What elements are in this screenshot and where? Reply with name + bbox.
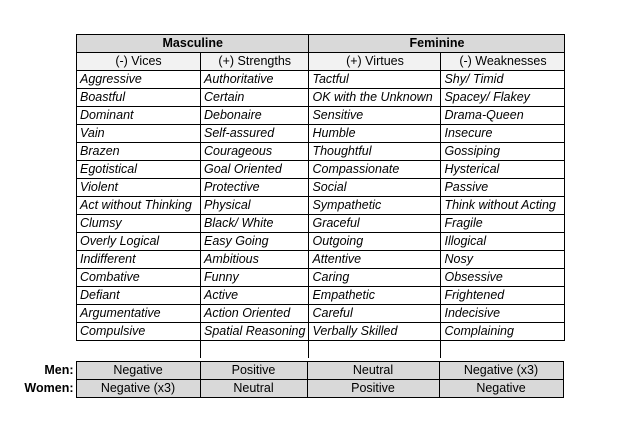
vice-cell: Argumentative <box>77 305 201 323</box>
strength-cell: Physical <box>201 197 309 215</box>
summary-label: Men: <box>44 363 74 377</box>
vice-cell: Egotistical <box>77 161 201 179</box>
vice-cell: Compulsive <box>77 323 201 341</box>
vice-cell: Clumsy <box>77 215 201 233</box>
virtue-cell: Caring <box>309 269 441 287</box>
column-header-strengths: (+) Strengths <box>201 53 309 71</box>
strength-cell: Black/ White <box>201 215 309 233</box>
vice-cell: Indifferent <box>77 251 201 269</box>
table-row <box>77 125 565 143</box>
spacer-cell <box>201 341 309 359</box>
summary-value: Positive <box>200 362 307 380</box>
strength-cell: Easy Going <box>201 233 309 251</box>
weakness-cell: Nosy <box>441 251 565 269</box>
table-row <box>77 251 565 269</box>
strength-cell: Debonaire <box>201 107 309 125</box>
column-header-weaknesses: (-) Weaknesses <box>441 53 565 71</box>
weakness-cell: Frightened <box>441 287 565 305</box>
table-row <box>77 323 565 341</box>
table-row <box>77 233 565 251</box>
strength-cell: Funny <box>201 269 309 287</box>
summary-value: Negative <box>76 362 200 380</box>
table-row <box>77 305 565 323</box>
weakness-cell: Complaining <box>441 323 565 341</box>
weakness-cell: Indecisive <box>441 305 565 323</box>
weakness-cell: Passive <box>441 179 565 197</box>
virtue-cell: Social <box>309 179 441 197</box>
strength-cell: Spatial Reasoning <box>201 323 309 341</box>
weakness-cell: Think without Acting <box>441 197 565 215</box>
virtue-cell: Thoughtful <box>309 143 441 161</box>
virtue-cell: Sensitive <box>309 107 441 125</box>
summary-value: Neutral <box>307 362 439 380</box>
traits-table <box>76 34 565 358</box>
table-row <box>77 89 565 107</box>
vice-cell: Combative <box>77 269 201 287</box>
strength-cell: Self-assured <box>201 125 309 143</box>
group-header-row <box>77 35 565 53</box>
weakness-cell: Obsessive <box>441 269 565 287</box>
column-header-row <box>77 53 565 71</box>
vice-cell: Defiant <box>77 287 201 305</box>
spacer-row <box>77 341 565 359</box>
weakness-cell: Hysterical <box>441 161 565 179</box>
vice-cell: Vain <box>77 125 201 143</box>
virtue-cell: Outgoing <box>309 233 441 251</box>
strength-cell: Goal Oriented <box>201 161 309 179</box>
virtue-cell: Careful <box>309 305 441 323</box>
spacer-cell <box>309 341 441 359</box>
summary-value: Negative (x3) <box>439 362 563 380</box>
virtue-cell: OK with the Unknown <box>309 89 441 107</box>
summary-table <box>0 361 564 398</box>
strength-cell: Ambitious <box>201 251 309 269</box>
table-row <box>77 215 565 233</box>
virtue-cell: Sympathetic <box>309 197 441 215</box>
weakness-cell: Illogical <box>441 233 565 251</box>
table-row <box>77 71 565 89</box>
strength-cell: Protective <box>201 179 309 197</box>
table-row <box>77 179 565 197</box>
vice-cell: Act without Thinking <box>77 197 201 215</box>
table-row <box>77 197 565 215</box>
virtue-cell: Graceful <box>309 215 441 233</box>
summary-row <box>0 362 563 380</box>
spacer-cell <box>441 341 565 359</box>
summary-row <box>0 380 563 398</box>
virtue-cell: Tactful <box>309 71 441 89</box>
weakness-cell: Shy/ Timid <box>441 71 565 89</box>
spacer-cell <box>77 341 201 359</box>
virtue-cell: Verbally Skilled <box>309 323 441 341</box>
virtue-cell: Humble <box>309 125 441 143</box>
masculine-header: Masculine <box>77 35 309 53</box>
table-row <box>77 161 565 179</box>
column-header-virtues: (+) Virtues <box>309 53 441 71</box>
summary-label: Women: <box>24 381 74 395</box>
vice-cell: Brazen <box>77 143 201 161</box>
vice-cell: Boastful <box>77 89 201 107</box>
strength-cell: Active <box>201 287 309 305</box>
column-header-vices: (-) Vices <box>77 53 201 71</box>
summary-value: Negative (x3) <box>76 380 200 398</box>
virtue-cell: Empathetic <box>309 287 441 305</box>
strength-cell: Authoritative <box>201 71 309 89</box>
vice-cell: Dominant <box>77 107 201 125</box>
weakness-cell: Gossiping <box>441 143 565 161</box>
strength-cell: Certain <box>201 89 309 107</box>
weakness-cell: Insecure <box>441 125 565 143</box>
table-row <box>77 269 565 287</box>
vice-cell: Overly Logical <box>77 233 201 251</box>
strength-cell: Action Oriented <box>201 305 309 323</box>
summary-value: Positive <box>307 380 439 398</box>
strength-cell: Courageous <box>201 143 309 161</box>
virtue-cell: Attentive <box>309 251 441 269</box>
feminine-header: Feminine <box>309 35 565 53</box>
weakness-cell: Fragile <box>441 215 565 233</box>
vice-cell: Aggressive <box>77 71 201 89</box>
virtue-cell: Compassionate <box>309 161 441 179</box>
summary-value: Neutral <box>200 380 307 398</box>
table-row <box>77 287 565 305</box>
summary-value: Negative <box>439 380 563 398</box>
weakness-cell: Spacey/ Flakey <box>441 89 565 107</box>
table-row <box>77 107 565 125</box>
table-row <box>77 143 565 161</box>
weakness-cell: Drama-Queen <box>441 107 565 125</box>
vice-cell: Violent <box>77 179 201 197</box>
